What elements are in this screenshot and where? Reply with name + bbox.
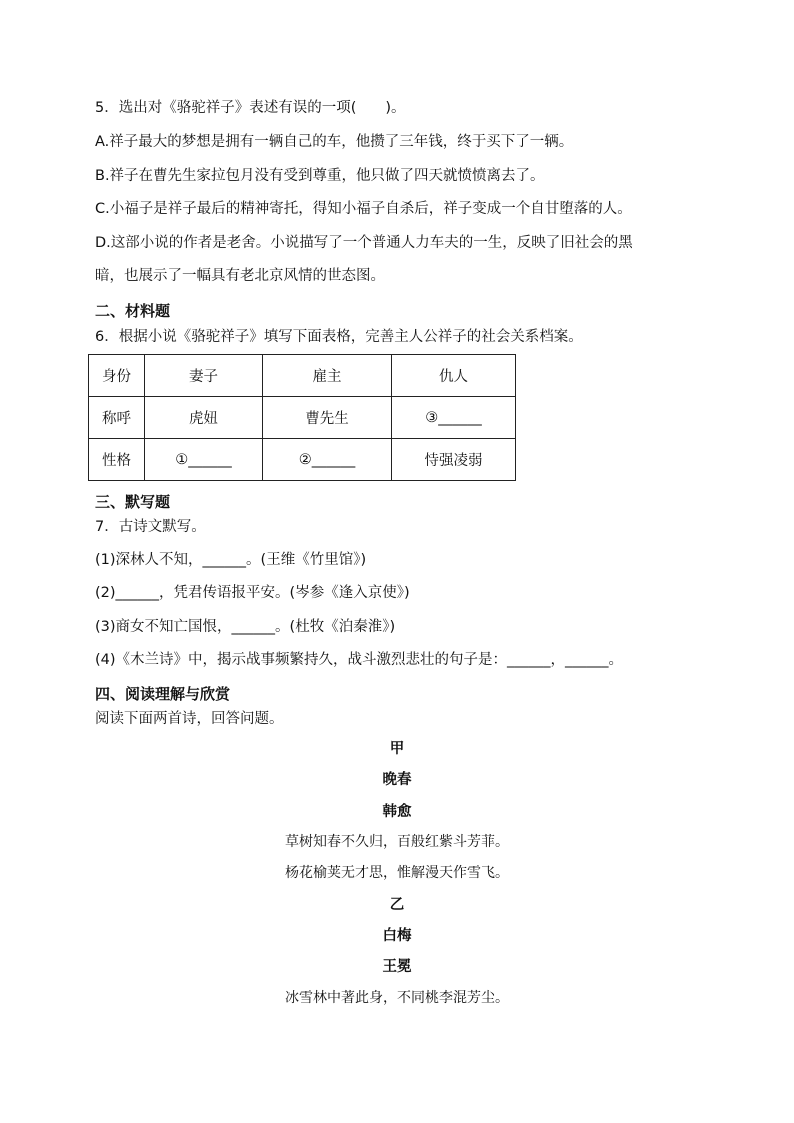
option-b: B.祥子在曹先生家拉包月没有受到尊重，他只做了四天就愤愤离去了。 [95, 168, 545, 184]
poem-1-line-2: 杨花榆荚无才思，惟解漫天作雪飞。 [285, 865, 509, 881]
poem-2-mark: 乙 [389, 896, 405, 913]
recitation-line-4: (4)《木兰诗》中，揭示战事频繁持久，战斗激烈悲壮的句子是：______，______。 [95, 652, 624, 668]
poem-2-title: 白梅 [382, 927, 412, 944]
recitation-line-3: (3)商女不知亡国恨，______。(杜牧《泊秦淮》) [95, 619, 396, 635]
option-c: C.小福子是祥子最后的精神寄托，得知小福子自杀后，祥子变成一个自甘堕落的人。 [95, 201, 632, 217]
table-cell: 妻子 [145, 355, 263, 397]
relations-table [88, 354, 516, 481]
table-cell: 性格 [89, 439, 145, 481]
table-cell: 虎妞 [145, 397, 263, 439]
table-cell: 仇人 [392, 355, 516, 397]
table-cell: ③______ [392, 397, 516, 439]
question-6-stem: 6．根据小说《骆驼祥子》填写下面表格，完善主人公祥子的社会关系档案。 [95, 329, 583, 345]
section-2-heading: 二、材料题 [95, 302, 171, 320]
option-d-line2: 暗，也展示了一幅具有老北京风情的世态图。 [95, 268, 385, 284]
poem-1-line-1: 草树知春不久归，百般红紫斗芳菲。 [285, 834, 509, 850]
poem-1-mark: 甲 [389, 740, 405, 757]
section-4-heading: 四、阅读理解与欣赏 [95, 685, 231, 703]
table-row [89, 355, 516, 397]
section-3-heading: 三、默写题 [95, 493, 171, 511]
table-cell: 雇主 [263, 355, 392, 397]
table-cell: 曹先生 [263, 397, 392, 439]
table-cell: 身份 [89, 355, 145, 397]
reading-intro: 阅读下面两首诗，回答问题。 [95, 711, 284, 727]
table-cell: ①______ [145, 439, 263, 481]
option-a: A.祥子最大的梦想是拥有一辆自己的车，他攒了三年钱，终于买下了一辆。 [95, 134, 574, 150]
table-cell: 称呼 [89, 397, 145, 439]
poem-2-author: 王冕 [382, 958, 412, 975]
option-d-line1: D.这部小说的作者是老舍。小说描写了一个普通人力车夫的一生，反映了旧社会的黑 [95, 235, 633, 251]
table-row [89, 397, 516, 439]
table-cell: ②______ [263, 439, 392, 481]
table-cell: 恃强凌弱 [392, 439, 516, 481]
question-7-stem: 7．古诗文默写。 [95, 519, 206, 535]
poem-1-author: 韩愈 [382, 803, 412, 820]
poem-2-line-1: 冰雪林中著此身，不同桃李混芳尘。 [285, 990, 509, 1006]
recitation-line-1: (1)深林人不知，______。(王维《竹里馆》) [95, 552, 367, 568]
recitation-line-2: (2)______，凭君传语报平安。(岑参《逢入京使》) [95, 585, 410, 601]
table-row [89, 439, 516, 481]
question-5-stem: 5．选出对《骆驼祥子》表述有误的一项( )。 [95, 100, 406, 116]
poem-1-title: 晚春 [382, 771, 412, 788]
